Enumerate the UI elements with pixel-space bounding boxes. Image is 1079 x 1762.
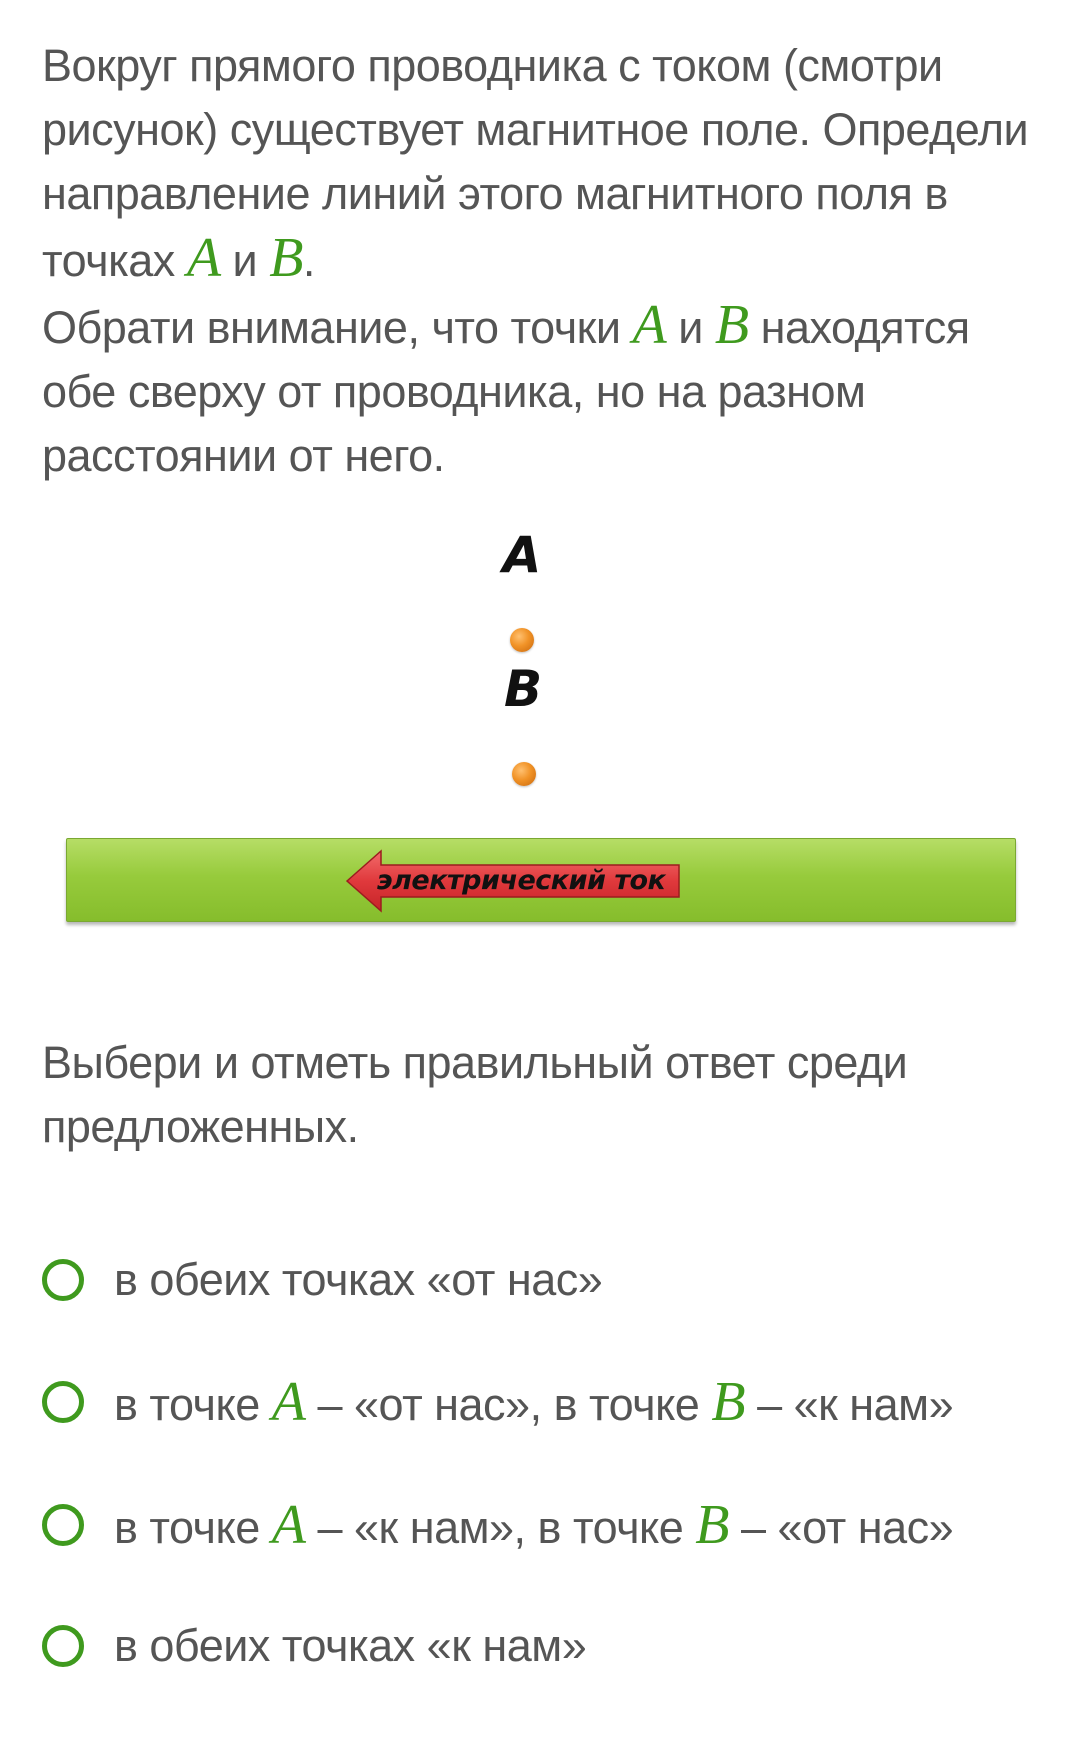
radio-circle-icon[interactable]	[42, 1625, 84, 1667]
radio-circle-icon[interactable]	[42, 1504, 84, 1546]
option-2[interactable]	[42, 1362, 1062, 1442]
variable-b: B	[714, 294, 749, 356]
variable-a: A	[186, 227, 221, 289]
option-text-part: в точке	[114, 1502, 260, 1553]
question-line-2-end: находятся обе сверху от проводника, но на разном расстоянии от него.	[42, 302, 970, 481]
conjunction: и	[678, 302, 703, 353]
option-text-part: – «от нас», в точке	[317, 1379, 700, 1430]
conductor-figure	[0, 526, 1079, 960]
option-1[interactable]	[42, 1240, 1062, 1320]
variable-a: A	[271, 1494, 306, 1556]
conjunction: и	[232, 235, 258, 286]
question-text	[42, 34, 1042, 488]
question-period: .	[302, 235, 315, 286]
option-2-label	[114, 1370, 953, 1434]
variable-b: B	[695, 1494, 730, 1556]
option-3-label	[114, 1493, 953, 1557]
variable-a: A	[271, 1371, 306, 1433]
option-1-label: в обеих точках «от нас»	[114, 1254, 603, 1305]
point-b-dot	[512, 762, 536, 786]
option-text-part: – «к нам»	[757, 1379, 954, 1430]
option-4[interactable]	[42, 1606, 1062, 1686]
option-text-part: – «от нас»	[741, 1502, 954, 1553]
point-b-label: B	[503, 660, 543, 718]
variable-a: A	[632, 294, 667, 356]
point-a-label: A	[502, 526, 542, 584]
radio-circle-icon[interactable]	[42, 1381, 84, 1423]
question-line-1: Вокруг прямого проводника с током (смотри рисунок) существует магнитное поле. Определи направление линий этого магнитного поля в точках	[42, 40, 1029, 286]
point-a-dot	[510, 628, 534, 652]
option-text-part: в точке	[114, 1379, 260, 1430]
option-text-part: – «к нам», в точке	[317, 1502, 684, 1553]
variable-b: B	[711, 1371, 746, 1433]
question-paragraph-1	[42, 34, 1042, 293]
current-label: электрический ток	[376, 865, 666, 896]
option-4-label: в обеих точках «к нам»	[114, 1620, 587, 1671]
variable-b: B	[269, 227, 303, 289]
radio-circle-icon[interactable]	[42, 1259, 84, 1301]
option-3[interactable]	[42, 1485, 1062, 1565]
answer-prompt: Выбери и отметь правильный ответ среди предложенных.	[42, 1037, 908, 1152]
question-paragraph-2	[42, 293, 1042, 488]
question-line-2-start: Обрати внимание, что точки	[42, 302, 621, 353]
